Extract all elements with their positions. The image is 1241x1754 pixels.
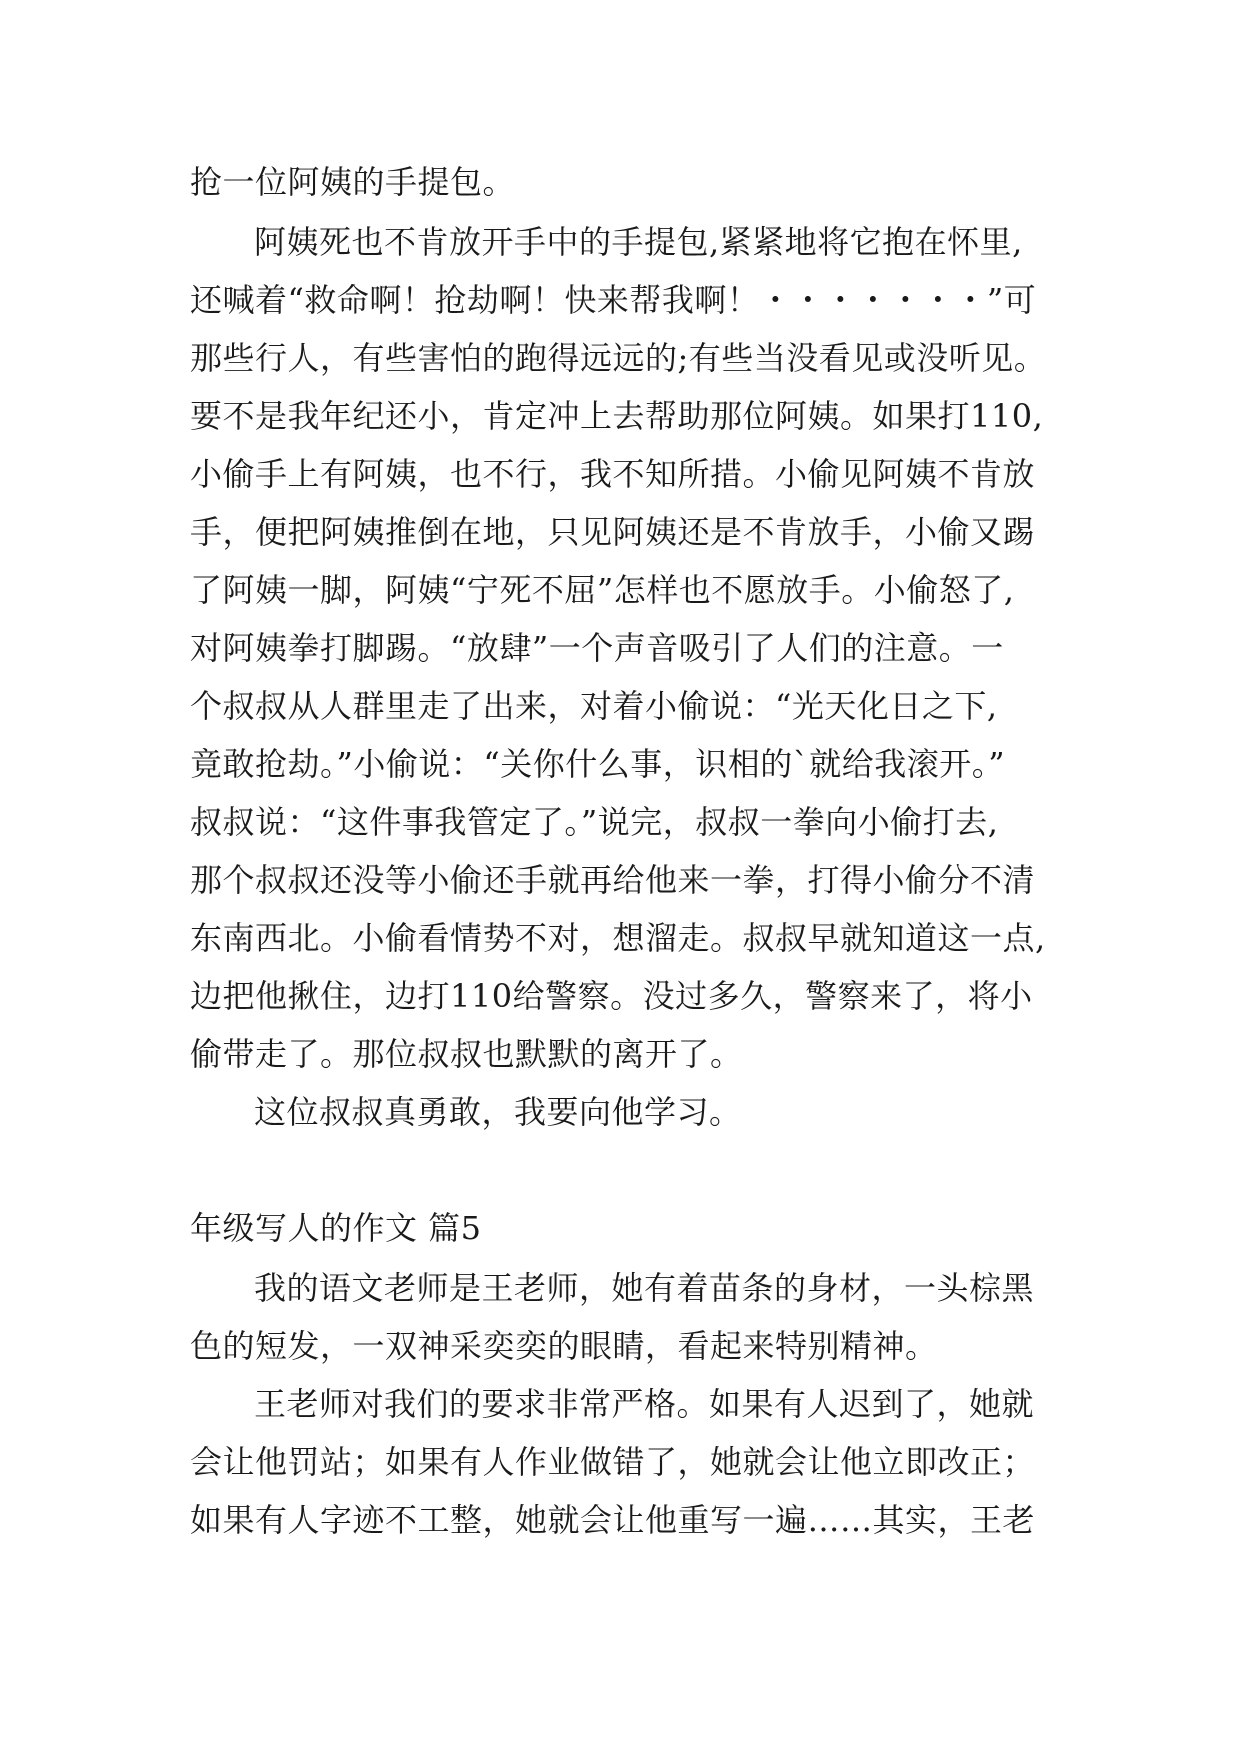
text-line: 了阿姨一脚，阿姨“宁死不屈”怎样也不愿放手。小偷怒了,: [190, 571, 1015, 609]
text-line: 偷带走了。那位叔叔也默默的离开了。: [190, 1035, 743, 1073]
text-line: 如果有人字迹不工整，她就会让他重写一遍……其实，王老: [190, 1501, 1036, 1539]
text-line: 叔叔说：“这件事我管定了。”说完，叔叔一拳向小偷打去,: [190, 803, 999, 841]
text-line: 手，便把阿姨推倒在地，只见阿姨还是不肯放手，小偷又踢: [190, 513, 1036, 551]
text-line: 阿姨死也不肯放开手中的手提包,紧紧地将它抱在怀里,: [254, 223, 1023, 261]
text-line: 那个叔叔还没等小偷还手就再给他来一拳，打得小偷分不清: [190, 861, 1036, 899]
text-line: 要不是我年纪还小，肯定冲上去帮助那位阿姨。如果打110,: [190, 397, 1044, 435]
text-line: 还喊着“救命啊！抢劫啊！快来帮我啊！・・・・・・・”可: [190, 281, 1037, 319]
text-line: 这位叔叔真勇敢，我要向他学习。: [254, 1093, 742, 1131]
text-line: 抢一位阿姨的手提包。: [190, 163, 516, 201]
section-heading: 年级写人的作文 篇5: [190, 1209, 482, 1247]
text-line: 我的语文老师是王老师，她有着苗条的身材，一头棕黑: [254, 1269, 1035, 1307]
text-line: 那些行人，有些害怕的跑得远远的;有些当没看见或没听见。: [190, 339, 1047, 377]
text-line: 小偷手上有阿姨，也不行，我不知所措。小偷见阿姨不肯放: [190, 455, 1036, 493]
text-line: 边把他揪住，边打110给警察。没过多久，警察来了，将小: [190, 977, 1033, 1015]
text-line: 王老师对我们的要求非常严格。如果有人迟到了，她就: [254, 1385, 1035, 1423]
text-line: 竟敢抢劫。”小偷说：“关你什么事，识相的`就给我滚开。”: [190, 745, 1006, 783]
text-line: 会让他罚站；如果有人作业做错了，她就会让他立即改正；: [190, 1443, 1036, 1481]
text-line: 色的短发，一双神采奕奕的眼睛，看起来特别精神。: [190, 1327, 938, 1365]
text-line: 个叔叔从人群里走了出来，对着小偷说：“光天化日之下,: [190, 687, 998, 725]
text-line: 东南西北。小偷看情势不对，想溜走。叔叔早就知道这一点,: [190, 919, 1046, 957]
text-line: 对阿姨拳打脚踢。“放肆”一个声音吸引了人们的注意。一: [190, 629, 1004, 667]
